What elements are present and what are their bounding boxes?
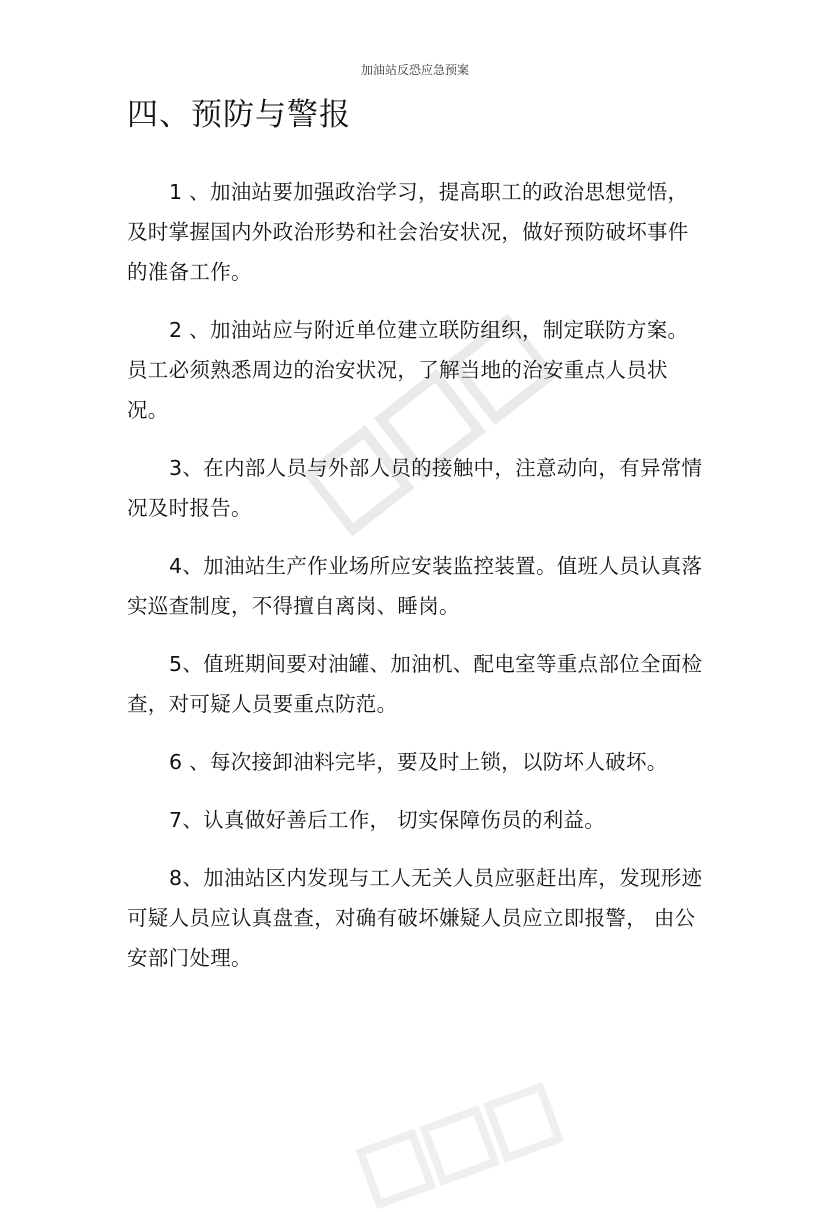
watermark-graphic-bottom — [354, 1078, 566, 1212]
running-header: 加油站反恐应急预案 — [360, 63, 469, 77]
paragraph-7: 7、认真做好善后工作， 切实保障伤员的利益。 — [169, 808, 606, 832]
section-title: 四、预防与警报 — [127, 97, 351, 133]
paragraph-5: 5、值班期间要对油罐、加油机、配电室等重点部位全面检查，对可疑人员要重点防范。 — [127, 652, 703, 716]
paragraph-1: 1 、加油站要加强政治学习，提高职工的政治思想觉悟，及时掌握国内外政治形势和社会治安状况，做好预防破坏事件的准备工作。 — [127, 180, 689, 284]
paragraph-6: 6 、每次接卸油料完毕，要及时上锁，以防坏人破坏。 — [169, 750, 668, 774]
document-body — [127, 172, 707, 996]
paragraph-4: 4、加油站生产作业场所应安装监控装置。值班人员认真落实巡查制度，不得擅自离岗、睡岗。 — [127, 554, 703, 618]
paragraph-8: 8、加油站区内发现与工人无关人员应驱赶出库，发现形迹可疑人员应认真盘查，对确有破坏嫌疑人员应立即报警， 由公安部门处理。 — [127, 866, 703, 970]
paragraph-3: 3、在内部人员与外部人员的接触中，注意动向，有异常情况及时报告。 — [127, 456, 703, 520]
paragraph-2: 2 、加油站应与附近单位建立联防组织，制定联防方案。员工必须熟悉周边的治安状况，了解当地的治安重点人员状况。 — [127, 318, 689, 422]
